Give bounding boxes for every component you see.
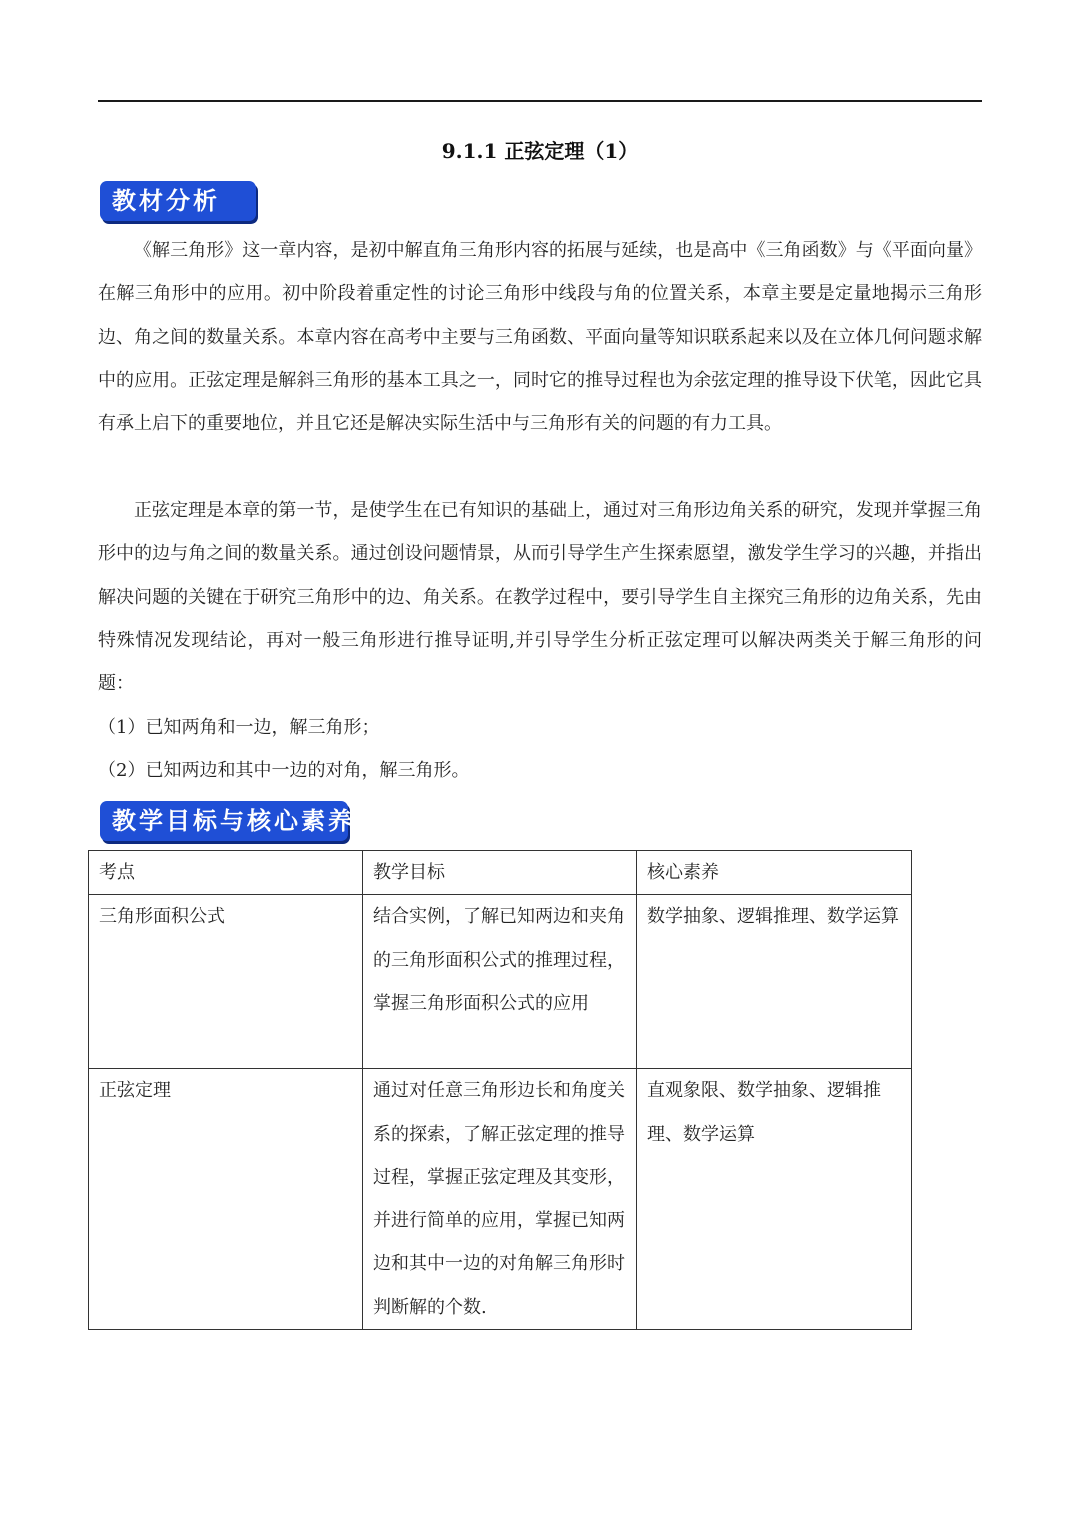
table-row xyxy=(89,1069,912,1330)
table-cell-topic: 正弦定理 xyxy=(89,1069,363,1330)
section-heading-analysis: 教材分析 xyxy=(100,181,256,221)
analysis-paragraph-2: 正弦定理是本章的第一节，是使学生在已有知识的基础上，通过对三角形边角关系的研究，发现并掌握三角形中的边与角之间的数量关系。通过创设问题情景，从而引导学生产生探索愿望，激发学生学习的兴趣，并指出解决问题的关键在于研究三角形中的边、角关系。在教学过程中，要引导学生自主探究三角形的边角关系，先由特殊情况发现结论，再对一般三角形进行推导证明,并引导学生分析正弦定理可以解决两类关于解三角形的问题： xyxy=(98,500,982,695)
table-cell-literacy: 数学抽象、逻辑推理、数学运算 xyxy=(637,895,912,1069)
section-heading-goals: 教学目标与核心素养 xyxy=(100,801,348,841)
page-title: 9.1.1 正弦定理（1） xyxy=(441,139,639,163)
table-header-topic: 考点 xyxy=(89,851,363,895)
analysis-list-item-2: （2）已知两边和其中一边的对角，解三角形。 xyxy=(98,760,470,781)
table-cell-goal: 结合实例，了解已知两边和夹角的三角形面积公式的推理过程，掌握三角形面积公式的应用 xyxy=(363,895,637,1069)
table-row xyxy=(89,895,912,1069)
table-cell-topic: 三角形面积公式 xyxy=(89,895,363,1069)
table-header-goal: 教学目标 xyxy=(363,851,637,895)
goals-table xyxy=(88,850,912,1330)
table-cell-literacy: 直观象限、数学抽象、逻辑推理、数学运算 xyxy=(637,1069,912,1330)
analysis-paragraph-1: 《解三角形》这一章内容，是初中解直角三角形内容的拓展与延续，也是高中《三角函数》与《平面向量》在解三角形中的应用。初中阶段着重定性的讨论三角形中线段与角的位置关系，本章主要是定量地揭示三角形边、角之间的数量关系。本章内容在高考中主要与三角函数、平面向量等知识联系起来以及在立体几何问题求解中的应用。正弦定理是解斜三角形的基本工具之一，同时它的推导过程也为余弦定理的推导设下伏笔，因此它具有承上启下的重要地位，并且它还是解决实际生活中与三角形有关的问题的有力工具。 xyxy=(98,240,982,435)
table-cell-goal: 通过对任意三角形边长和角度关系的探索，了解正弦定理的推导过程，掌握正弦定理及其变形，并进行简单的应用，掌握已知两边和其中一边的对角解三角形时判断解的个数. xyxy=(363,1069,637,1330)
table-header-row xyxy=(89,851,912,895)
header-rule xyxy=(98,100,982,102)
table-header-literacy: 核心素养 xyxy=(637,851,912,895)
analysis-list-item-1: （1）已知两角和一边，解三角形； xyxy=(98,717,380,738)
